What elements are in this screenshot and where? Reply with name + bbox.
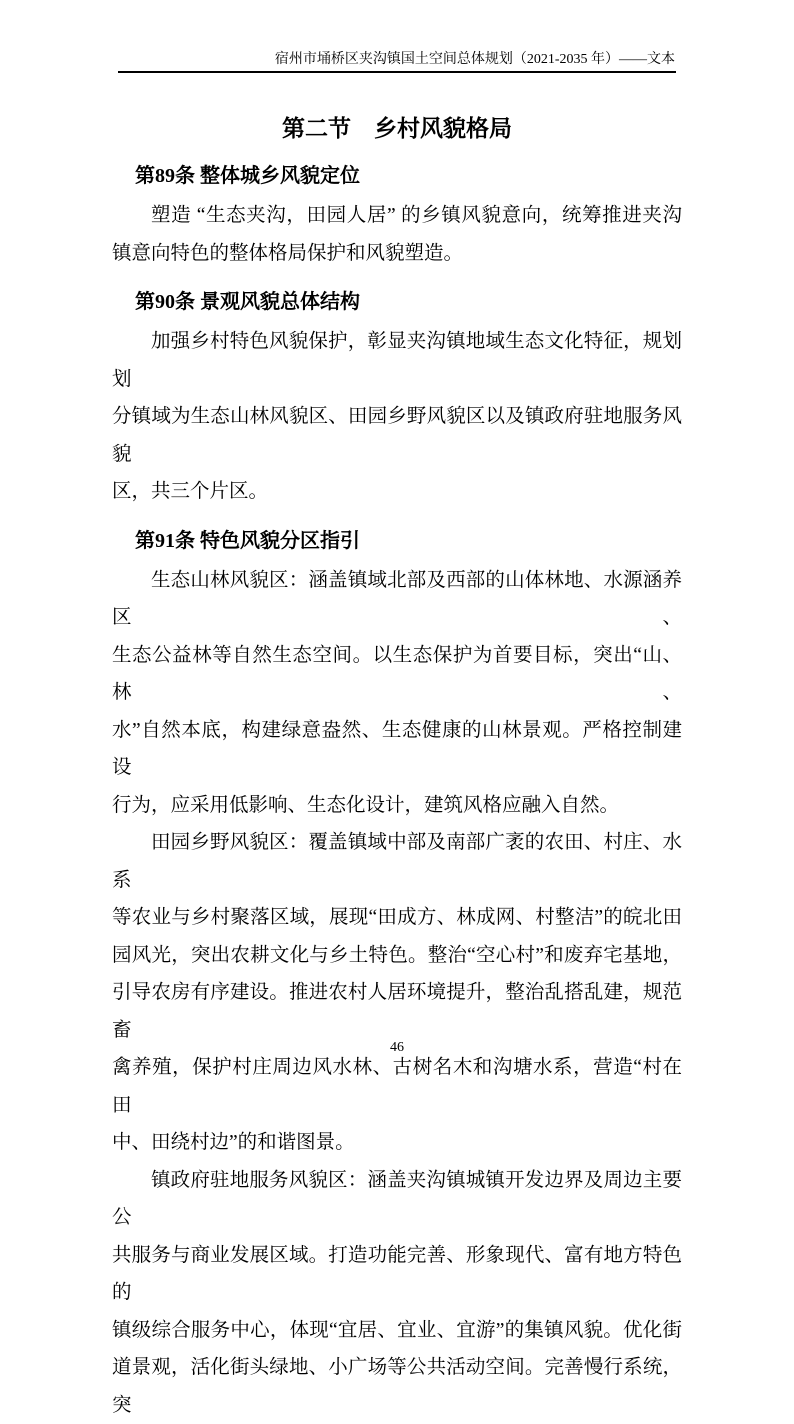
paragraph bbox=[112, 824, 682, 1162]
text-line: 镇级综合服务中心，体现“宜居、宜业、宜游”的集镇风貌。优化街 bbox=[112, 1312, 682, 1350]
text-line: 共服务与商业发展区域。打造功能完善、形象现代、富有地方特色的 bbox=[112, 1237, 682, 1312]
running-header-text: 宿州市埇桥区夹沟镇国土空间总体规划（2021-2035 年）——文本 bbox=[275, 52, 675, 67]
document-body bbox=[112, 0, 682, 1424]
text-line: 园风光，突出农耕文化与乡土特色。整治“空心村”和废弃宅基地， bbox=[112, 937, 682, 975]
text-line: 禽养殖，保护村庄周边风水林、古树名木和沟塘水系，营造“村在田 bbox=[112, 1049, 682, 1124]
text-line: 区，共三个片区。 bbox=[112, 473, 682, 511]
text-line: 中、田绕村边”的和谐图景。 bbox=[112, 1124, 682, 1162]
text-line: 生态山林风貌区：涵盖镇域北部及西部的山体林地、水源涵养区、 bbox=[112, 562, 682, 637]
paragraph bbox=[112, 323, 682, 511]
text-line: 分镇域为生态山林风貌区、田园乡野风貌区以及镇政府驻地服务风貌 bbox=[112, 398, 682, 473]
article-heading-89: 第89条 整体城乡风貌定位 bbox=[112, 161, 682, 191]
page-number: 46 bbox=[390, 1040, 404, 1055]
text-line: 等农业与乡村聚落区域，展现“田成方、林成网、村整洁”的皖北田 bbox=[112, 899, 682, 937]
text-line: 镇政府驻地服务风貌区：涵盖夹沟镇城镇开发边界及周边主要公 bbox=[112, 1162, 682, 1237]
article-heading-91: 第91条 特色风貌分区指引 bbox=[112, 526, 682, 556]
paragraph bbox=[112, 1162, 682, 1424]
text-line: 引导农房有序建设。推进农村人居环境提升，整治乱搭乱建，规范畜 bbox=[112, 974, 682, 1049]
text-line: 水”自然本底，构建绿意盎然、生态健康的山林景观。严格控制建设 bbox=[112, 712, 682, 787]
paragraph bbox=[112, 562, 682, 825]
text-line: 道景观，活化街头绿地、小广场等公共活动空间。完善慢行系统，突 bbox=[112, 1349, 682, 1424]
page-footer bbox=[0, 1039, 794, 1057]
text-line: 镇意向特色的整体格局保护和风貌塑造。 bbox=[112, 235, 682, 273]
text-line: 行为，应采用低影响、生态化设计，建筑风格应融入自然。 bbox=[112, 787, 682, 825]
article-heading-90: 第90条 景观风貌总体结构 bbox=[112, 287, 682, 317]
text-line: 加强乡村特色风貌保护，彰显夹沟镇地域生态文化特征，规划划 bbox=[112, 323, 682, 398]
text-line: 塑造 “生态夹沟，田园人居” 的乡镇风貌意向，统筹推进夹沟 bbox=[112, 197, 682, 235]
paragraph bbox=[112, 197, 682, 272]
section-title: 第二节 乡村风貌格局 bbox=[112, 112, 682, 146]
text-line: 生态公益林等自然生态空间。以生态保护为首要目标，突出“山、林、 bbox=[112, 637, 682, 712]
text-line: 田园乡野风貌区：覆盖镇域中部及南部广袤的农田、村庄、水系 bbox=[112, 824, 682, 899]
